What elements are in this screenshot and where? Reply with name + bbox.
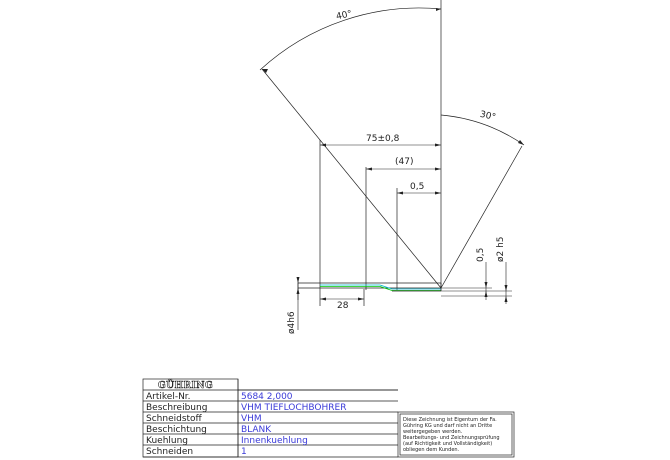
note-line: Gühring KG und darf nicht an Dritte (403, 423, 493, 429)
row-label-kuehlung: Kuehlung (146, 436, 189, 446)
angle-top-label: 40° (335, 9, 354, 23)
row-value-kuehlung: Innenkuehlung (241, 436, 308, 446)
dimension-lines (298, 145, 512, 330)
note-line: (auf Richtigkeit und Vollständigkeit) (403, 441, 493, 447)
vertical-offset-label: 0,5 (476, 247, 486, 262)
angle-arcs (260, 8, 524, 145)
row-value-beschichtung: BLANK (241, 425, 272, 435)
company-logo: GÜHRING (158, 381, 214, 391)
row-value-schneidstoff: VHM (241, 414, 262, 424)
title-block (143, 378, 514, 457)
row-label-schneidstoff: Schneidstoff (146, 414, 202, 424)
inner-length-label: (47) (395, 157, 414, 167)
shank-length-label: 28 (337, 301, 349, 311)
total-length-label: 75±0,8 (366, 134, 400, 144)
small-offset-label: 0,5 (410, 182, 425, 192)
drill-body (298, 283, 441, 291)
angle-right-label: 30° (478, 109, 497, 123)
row-value-beschreibung: VHM TIEFLOCHBOHRER (241, 403, 347, 413)
note-line: weitergegeben werden. (403, 429, 463, 435)
note-line: Diese Zeichnung ist Eigentum der Fa. (403, 417, 497, 423)
note-line: obliegen dem Kunden. (403, 447, 460, 453)
note-line: Bearbeitungs- und Zeichnungsprüfung (403, 435, 500, 441)
row-value-artikel: 5684 2,000 (241, 392, 293, 402)
row-label-beschreibung: Beschreibung (146, 403, 208, 413)
row-label-beschichtung: Beschichtung (146, 425, 207, 435)
tip-diameter-label: ø2 h5 (496, 236, 506, 262)
row-label-artikel: Artikel-Nr. (146, 392, 191, 402)
row-label-schneiden: Schneiden (146, 447, 194, 457)
shank-diameter-label: ø4h6 (287, 311, 297, 334)
row-value-schneiden: 1 (241, 447, 247, 457)
